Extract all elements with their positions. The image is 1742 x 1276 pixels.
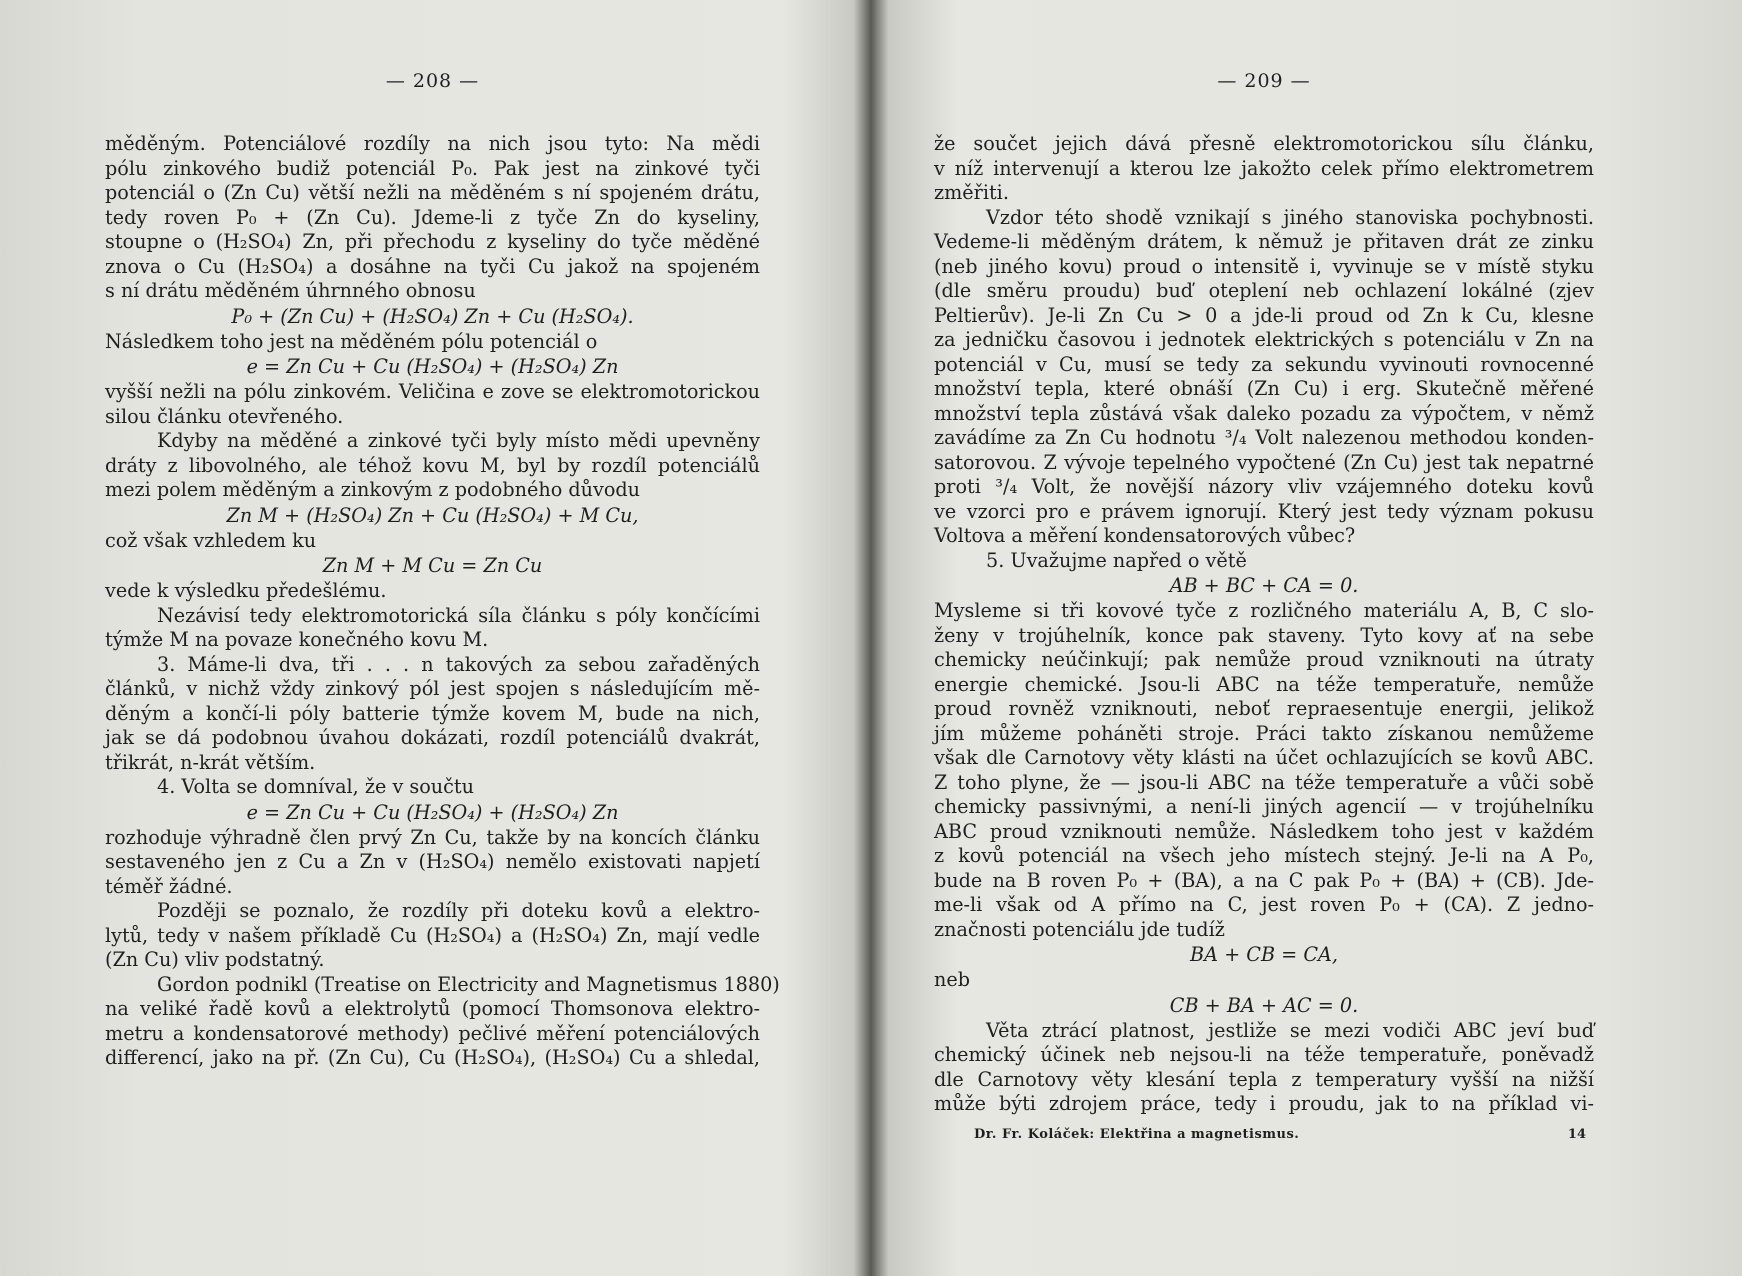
page-footer <box>934 1127 1594 1142</box>
text-line: znova o Cu (H₂SO₄) a dosáhne na tyči Cu jakož na spojeném <box>105 254 760 278</box>
text-line: vyšší nežli na pólu zinkovém. Veličina e zove se elektromotorickou <box>105 380 760 403</box>
text-line: satorovou. Z vývoje tepelného vypočtené (Zn Cu) jest tak nepatrné <box>934 450 1594 474</box>
text-line: Voltova a měření kondensatorových vůbec? <box>934 524 1356 547</box>
text-line: differencí, jako na př. (Zn Cu), Cu (H₂SO₄), (H₂SO₄) Cu a shledal, <box>105 1046 760 1069</box>
text-line: Peltierův). Je-li Zn Cu > 0 a jde-li proud od Zn k Cu, klesne <box>934 303 1594 327</box>
text-line: článků, v nichž vždy zinkový pól jest spojen s následujícím mě- <box>105 677 760 700</box>
text-line: Vedeme-li měděným drátem, k němuž je přitaven drát ze zinku <box>934 230 1594 253</box>
equation: CB + BA + AC = 0. <box>1169 993 1359 1017</box>
text-line: 3. Máme-li dva, tři . . . n takových za sebou zařaděných <box>157 652 760 676</box>
text-line: zavádíme za Zn Cu hodnotu ³/₄ Volt nalezenou methodou konden- <box>934 426 1594 449</box>
text-line: na veliké řadě kovů a elektrolytů (pomocí Thomsonova elektro- <box>105 997 760 1020</box>
text-line: lytů, tedy v našem příkladě Cu (H₂SO₄) a (H₂SO₄) Zn, mají vedle <box>105 923 760 947</box>
text-line: množství tepla zůstává však daleko pozadu za výpočtem, v němž <box>934 401 1594 425</box>
equation: Zn M + M Cu = Zn Cu <box>322 554 543 577</box>
text-line: (neb jiného kovu) proud o intensitě i, vyvinuje se v místě styku <box>934 254 1594 278</box>
page-number: — 208 — <box>385 70 480 92</box>
text-line: Nezávisí tedy elektromotorická síla článku s póly končícími <box>157 603 760 627</box>
text-line: dle Carnotovy věty klesání tepla z temperatury vyšší na nižší <box>934 1067 1594 1091</box>
text-line: měděným. Potenciálové rozdíly na nich jsou tyto: Na mědi <box>105 132 760 155</box>
page-number: — 209 — <box>1217 70 1311 92</box>
signature-number: 14 <box>1567 1126 1586 1142</box>
text-line: jím můžeme poháněti stroje. Práci takto získanou nemůžeme <box>934 721 1594 745</box>
text-line: Kdyby na měděné a zinkové tyči byly místo mědi upevněny <box>157 429 760 452</box>
text-line: Mysleme si tři kovové tyče z rozličného materiálu A, B, C slo- <box>934 599 1594 622</box>
text-line: Následkem toho jest na měděném pólu potenciál o <box>105 329 598 353</box>
text-line: energie chemické. Jsou-li ABC na téže temperatuře, nemůže <box>934 672 1594 696</box>
text-line: značnosti potenciálu jde tudíž <box>934 917 1225 941</box>
equation: P₀ + (Zn Cu) + (H₂SO₄) Zn + Cu (H₂SO₄). <box>231 304 634 328</box>
text-line: mezi polem měděným a zinkovým z podobného důvodu <box>105 478 641 501</box>
text-line: jak se dá podobnou úvahou dokázati, rozdíl potenciálů dvakrát, <box>105 726 760 749</box>
text-line: rozhoduje výhradně člen prvý Zn Cu, takže by na koncích článku <box>105 825 760 849</box>
text-line: ABC proud vzniknouti nemůže. Následkem toho jest v každém <box>934 819 1594 843</box>
text-line: (Zn Cu) vliv podstatný. <box>105 948 325 971</box>
text-line: chemicky passivnými, a není-li jiných agencií — v trojúhelníku <box>934 795 1594 818</box>
equation: e = Zn Cu + Cu (H₂SO₄) + (H₂SO₄) Zn <box>246 800 619 824</box>
text-line: z kovů potenciál na všech jeho místech stejný. Je-li na A P₀, <box>934 844 1594 867</box>
text-line: téměř žádné. <box>105 874 233 898</box>
text-line: metru a kondensatorové methody) pečlivé měření potenciálových <box>105 1021 760 1045</box>
text-line: ženy v trojúhelník, konce pak staveny. Tyto kovy ať na sebe <box>934 623 1594 647</box>
text-line: potenciál v Cu, musí se tedy za sekundu vyvinouti rovnocenné <box>934 352 1594 376</box>
text-line: Později se poznalo, že rozdíly při doteku kovů a elektro- <box>157 899 760 922</box>
text-line: ve vzorci pro e právem ignorují. Který jest tedy význam pokusu <box>934 499 1594 523</box>
footer-title: Dr. Fr. Koláček: Elektřina a magnetismus. <box>974 1126 1300 1142</box>
left-page <box>0 0 850 1276</box>
text-line: bude na B roven P₀ + (BA), a na C pak P₀ + (BA) + (CB). Jde- <box>934 868 1594 892</box>
text-line: však dle Carnotovy věty klásti na účet ochlazujících se kovů ABC. <box>934 746 1594 769</box>
text-line: stoupne o (H₂SO₄) Zn, při přechodu z kyseliny do tyče měděné <box>105 230 760 253</box>
text-line: silou článku otevřeného. <box>105 404 344 428</box>
text-line: týmže M na povaze konečného kovu M. <box>105 628 489 651</box>
page-body <box>934 132 1594 1117</box>
text-line: Z toho plyne, že — jsou-li ABC na téže temperatuře a vůči sobě <box>934 770 1594 794</box>
text-line: množství tepla, které obnáší (Zn Cu) i erg. Skutečně měřené <box>934 377 1594 400</box>
text-line: což však vzhledem ku <box>105 528 317 552</box>
text-line: tedy roven P₀ + (Zn Cu). Jdeme-li z tyče Zn do kyseliny, <box>105 205 760 229</box>
text-line: může býti zdrojem práce, tedy i proudu, jak to na příklad vi- <box>934 1092 1594 1115</box>
equation: Zn M + (H₂SO₄) Zn + Cu (H₂SO₄) + M Cu, <box>226 503 639 527</box>
text-line: dráty z libovolného, ale téhož kovu M, byl by rozdíl potenciálů <box>105 453 760 477</box>
text-line: že součet jejich dává přesně elektromotorickou sílu článku, <box>934 132 1594 155</box>
text-line: vede k výsledku předešlému. <box>105 579 387 602</box>
text-line: proud rovněž vzniknouti, neboť repraesentuje energii, jelikož <box>934 697 1594 720</box>
text-line: (dle směru proudu) buď oteplení neb ochlazení lokálné (zjev <box>934 279 1594 302</box>
text-line: chemicky neúčinkují; pak nemůže proud vzniknouti na útraty <box>934 648 1594 671</box>
text-line: chemický účinek neb nejsou-li na téže temperatuře, poněvadž <box>934 1043 1594 1066</box>
text-line: s ní drátu měděném úhrnného obnosu <box>105 279 476 302</box>
text-line: proti ³/₄ Volt, že novější názory vliv vzájemného doteku kovů <box>934 475 1594 498</box>
text-line: třikrát, n-krát větším. <box>105 750 316 774</box>
text-line: děným a končí-li póly batterie týmže kovem M, bude na nich, <box>105 701 760 725</box>
text-line: v níž intervenují a kterou lze jakožto celek přímo elektrometrem <box>934 156 1594 180</box>
text-line: Věta ztrácí platnost, jestliže se mezi vodiči ABC jeví buď <box>986 1018 1594 1042</box>
equation: AB + BC + CA = 0. <box>1169 574 1359 597</box>
text-line: za jedničku časovou i jednotek elektrických s potenciálu v Zn na <box>934 328 1594 351</box>
equation: e = Zn Cu + Cu (H₂SO₄) + (H₂SO₄) Zn <box>246 355 619 378</box>
text-line: 4. Volta se domníval, že v součtu <box>157 775 474 798</box>
page-body <box>105 132 780 1071</box>
text-line: změřiti. <box>934 181 1009 204</box>
text-line: sestaveného jen z Cu a Zn v (H₂SO₄) nemělo existovati napjetí <box>105 850 760 873</box>
text-line: me-li však od A přímo na C, jest roven P₀ + (CA). Z jedno- <box>934 893 1594 916</box>
equation: BA + CB = CA, <box>1190 943 1338 966</box>
text-line: Gordon podnikl (Treatise on Electricity and Magnetismus 1880) <box>157 972 780 996</box>
text-line: Vzdor této shodě vznikají s jiného stanoviska pochybnosti. <box>986 205 1594 229</box>
text-line: neb <box>934 968 970 991</box>
text-line: 5. Uvažujme napřed o větě <box>986 548 1247 572</box>
text-line: potenciál o (Zn Cu) větší nežli na měděném s ní spojeném drátu, <box>105 181 760 204</box>
text-line: pólu zinkového budiž potenciál P₀. Pak jest na zinkové tyči <box>105 156 760 180</box>
right-page <box>892 0 1742 1276</box>
